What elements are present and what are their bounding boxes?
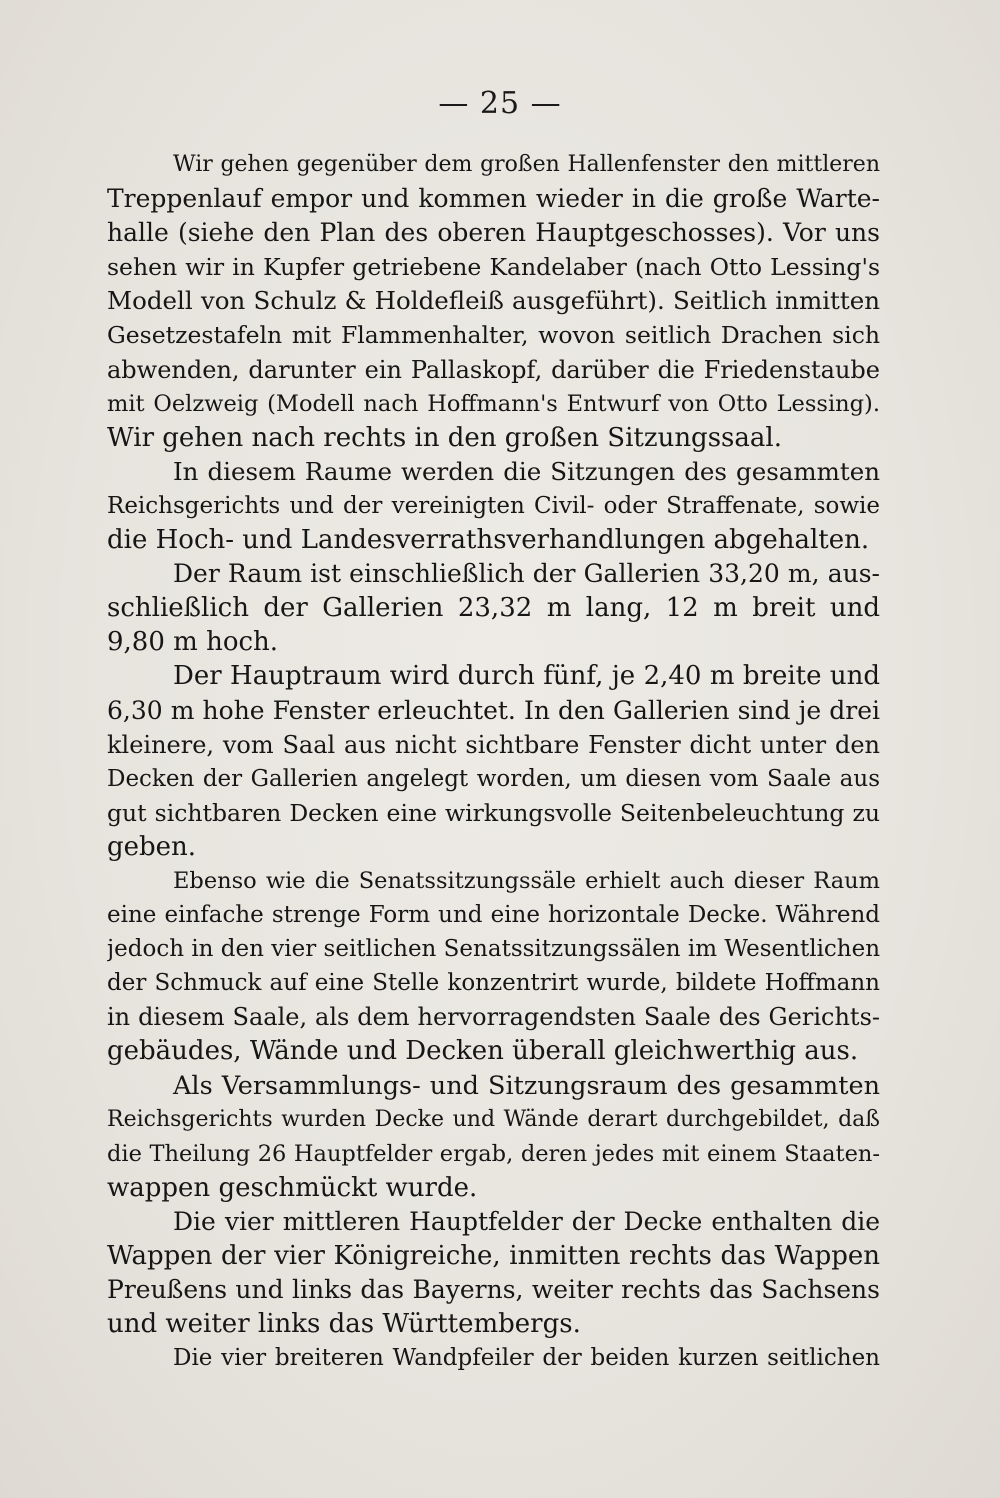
text-line: die Theilung 26 Hauptfelder ergab, deren jedes mit einem Staaten-	[107, 1140, 880, 1167]
text-line: Gesetzestafeln mit Flammenhalter, wovon seitlich Drachen sich	[107, 321, 880, 350]
text-line: Decken der Gallerien angelegt worden, um diesen vom Saale aus	[107, 765, 880, 792]
body-text	[107, 148, 880, 1375]
text-line: Der Hauptraum wird durch fünf, je 2,40 m breite und	[173, 661, 880, 692]
text-line: 6,30 m hohe Fenster erleuchtet. In den Gallerien sind je drei	[107, 695, 880, 725]
text-line: in diesem Saale, als dem hervorragendsten Saale des Gerichts-	[107, 1003, 880, 1032]
text-line: sehen wir in Kupfer getriebene Kandelaber (nach Otto Lessing's	[107, 253, 880, 282]
text-line: Der Raum ist einschließlich der Gallerien 33,20 m, aus-	[173, 559, 880, 589]
text-line: Modell von Schulz & Holdefleiß ausgeführt). Seitlich inmitten	[107, 286, 880, 316]
text-line: In diesem Raume werden die Sitzungen des gesammten	[173, 456, 880, 486]
text-line: Reichsgerichts und der vereinigten Civil- oder Straffenate, sowie	[107, 492, 880, 519]
text-line: der Schmuck auf eine Stelle konzentrirt wurde, bildete Hoffmann	[107, 970, 880, 997]
text-line: Die vier mittleren Hauptfelder der Decke enthalten die	[173, 1206, 880, 1236]
text-line: die Hoch- und Landesverrathsverhandlungen abgehalten.	[107, 525, 870, 556]
text-line: gut sichtbaren Decken eine wirkungsvolle Seitenbeleuchtung zu	[107, 798, 880, 827]
text-line: Die vier breiteren Wandpfeiler der beiden kurzen seitlichen	[173, 1345, 880, 1372]
text-line: Wir gehen gegenüber dem großen Hallenfenster den mittleren	[173, 152, 880, 177]
text-line: geben.	[107, 831, 197, 862]
text-line: abwenden, darunter ein Pallaskopf, darüber die Friedenstaube	[107, 355, 880, 384]
text-line: Reichsgerichts wurden Decke und Wände derart durchgebildet, daß	[107, 1106, 880, 1132]
text-line: jedoch in den vier seitlichen Senatssitzungssälen im Wesentlichen	[107, 936, 880, 963]
page-number: — 25 —	[438, 86, 562, 121]
text-line: kleinere, vom Saal aus nicht sichtbare Fenster dicht unter den	[107, 730, 880, 759]
text-line: Ebenso wie die Senatssitzungssäle erhielt auch dieser Raum	[173, 867, 880, 894]
text-line: eine einfache strenge Form und eine horizontale Decke. Während	[107, 902, 880, 929]
text-line: wappen geschmückt wurde.	[107, 1172, 478, 1203]
text-line: Wir gehen nach rechts in den großen Sitzungssaal.	[107, 422, 782, 453]
text-line: mit Oelzweig (Modell nach Hoffmann's Entwurf von Otto Lessing).	[107, 390, 880, 417]
text-line: gebäudes, Wände und Decken überall gleichwerthig aus.	[107, 1036, 859, 1067]
text-line: halle (siehe den Plan des oberen Hauptgeschosses). Vor uns	[107, 218, 880, 248]
text-line: und weiter links das Württembergs.	[107, 1309, 581, 1340]
text-line: Treppenlauf empor und kommen wieder in die große Warte-	[107, 184, 880, 214]
text-line: Als Versammlungs- und Sitzungsraum des gesammten	[173, 1070, 880, 1101]
text-line: 9,80 m hoch.	[107, 627, 279, 658]
text-line: schließlich der Gallerien 23,32 m lang, 12 m breit und	[107, 593, 880, 624]
text-line: Wappen der vier Königreiche, inmitten rechts das Wappen	[107, 1241, 880, 1271]
text-line: Preußens und links das Bayerns, weiter rechts das Sachsens	[107, 1275, 880, 1305]
